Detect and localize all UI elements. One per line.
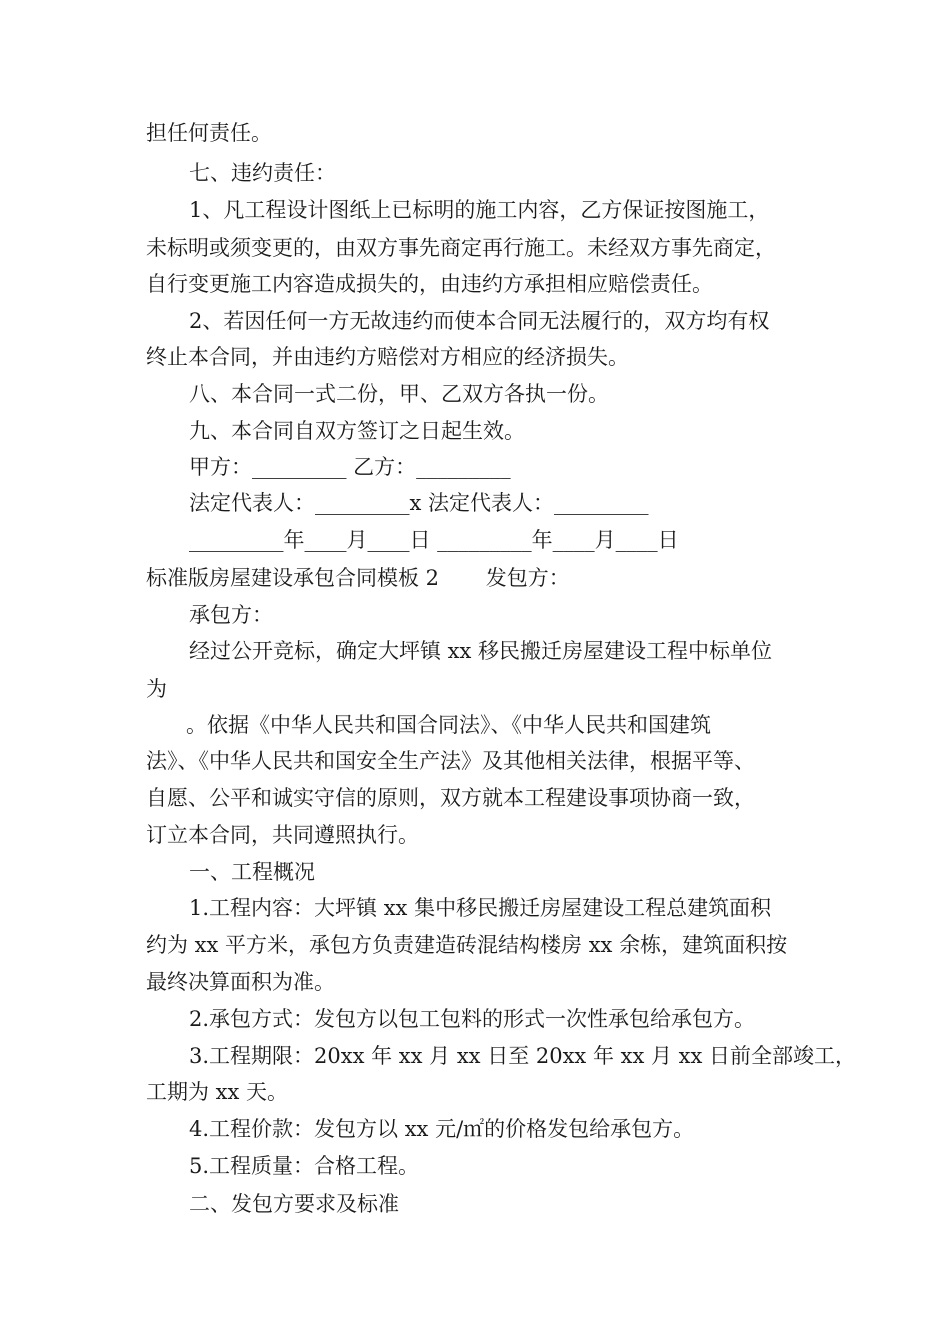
signature-line: 法定代表人：_________x 法定代表人：_________ xyxy=(189,491,649,515)
paragraph-line: 终止本合同，并由违约方赔偿对方相应的经济损失。 xyxy=(146,345,629,369)
section-heading: 七、违约责任： xyxy=(189,161,336,185)
paragraph-line: 3.工程期限：20xx 年 xx 月 xx 日至 20xx 年 xx 月 xx 日前全部竣工， xyxy=(189,1044,857,1068)
paragraph-line: 自行变更施工内容造成损失的，由违约方承担相应赔偿责任。 xyxy=(146,272,713,296)
paragraph-line: 八、本合同一式二份，甲、乙双方各执一份。 xyxy=(189,382,609,406)
paragraph-line: 工期为 xx 天。 xyxy=(146,1080,289,1104)
paragraph-line: 自愿、公平和诚实守信的原则，双方就本工程建设事项协商一致， xyxy=(146,786,755,810)
paragraph-line: 经过公开竞标，确定大坪镇 xx 移民搬迁房屋建设工程中标单位 xyxy=(189,639,773,663)
paragraph-line: 最终决算面积为准。 xyxy=(146,970,335,994)
signature-line: 甲方：_________ 乙方：_________ xyxy=(189,455,511,479)
paragraph-line: 承包方： xyxy=(189,603,273,627)
paragraph-line: 1.工程内容：大坪镇 xx 集中移民搬迁房屋建设工程总建筑面积 xyxy=(189,896,772,920)
paragraph-line: 九、本合同自双方签订之日起生效。 xyxy=(189,419,525,443)
paragraph-line: 5.工程质量：合格工程。 xyxy=(189,1154,420,1178)
paragraph-line: 约为 xx 平方米，承包方负责建造砖混结构楼房 xx 余栋，建筑面积按 xyxy=(146,933,788,957)
section-heading: 一、工程概况 xyxy=(189,860,315,884)
paragraph-line: 4.工程价款：发包方以 xx 元/㎡的价格发包给承包方。 xyxy=(189,1117,695,1141)
document-title-line: 标准版房屋建设承包合同模板 2 发包方： xyxy=(146,566,570,590)
paragraph-line: 担任何责任。 xyxy=(146,121,272,145)
paragraph-line: 2.承包方式：发包方以包工包料的形式一次性承包给承包方。 xyxy=(189,1007,756,1031)
paragraph-line: 2、若因任何一方无故违约而使本合同无法履行的，双方均有权 xyxy=(189,309,770,333)
section-heading: 二、发包方要求及标准 xyxy=(189,1192,399,1216)
paragraph-line: 法》、《中华人民共和国安全生产法》及其他相关法律，根据平等、 xyxy=(146,749,755,773)
date-line: _________年____月____日 _________年____月____日 xyxy=(189,528,679,552)
paragraph-line: 为 xyxy=(146,677,167,701)
paragraph-line: 订立本合同，共同遵照执行。 xyxy=(146,823,419,847)
paragraph-line: 未标明或须变更的，由双方事先商定再行施工。未经双方事先商定， xyxy=(146,236,776,260)
paragraph-line: 。依据《中华人民共和国合同法》、《中华人民共和国建筑 xyxy=(186,713,711,737)
paragraph-line: 1、凡工程设计图纸上已标明的施工内容，乙方保证按图施工， xyxy=(189,198,770,222)
